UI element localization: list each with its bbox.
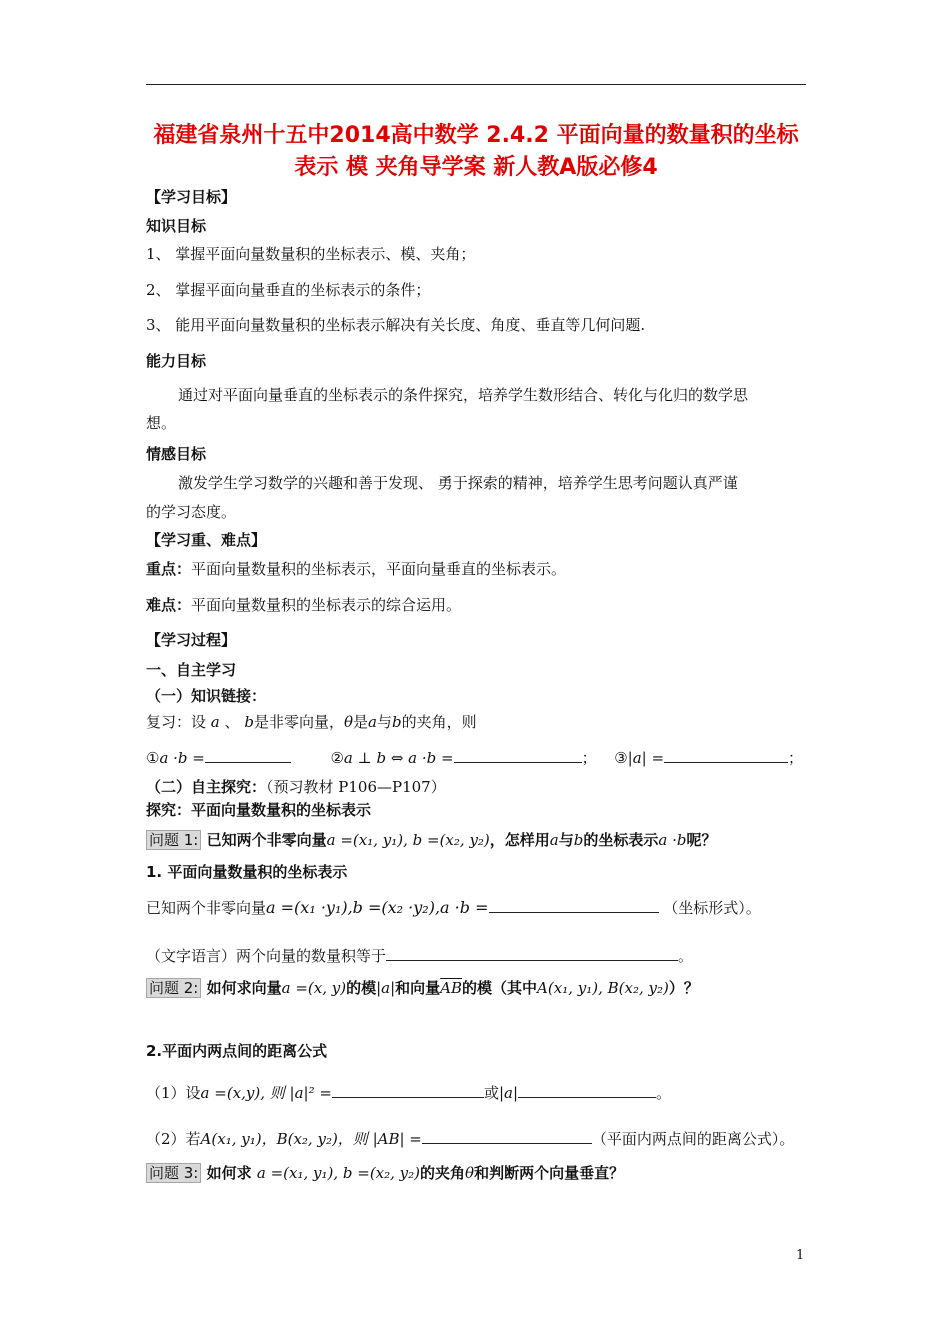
subsection-explore: （二）自主探究： [146, 778, 267, 796]
blank-distance-2[interactable] [422, 1127, 592, 1144]
difficult-text: 平面向量数量积的坐标表示的综合运用。 [191, 596, 462, 614]
question-3-expr: a =(x₁, y₁), b =(x₂, y₂) [256, 1164, 421, 1182]
document-title-line-1: 福建省泉州十五中2014高中数学 2.4.2 平面向量的数量积的坐标 [153, 123, 799, 148]
distance-1-line [146, 1081, 671, 1104]
question-2-abs: |a| [376, 979, 396, 997]
question-1-text: 已知两个非零向量 [206, 831, 327, 849]
question-2-ab: $\overline{AB}$ [440, 979, 463, 997]
magnitude-expr: |a| = [627, 749, 665, 767]
header-rule [146, 84, 806, 85]
perpendicular-expr: a ⊥ b ⇔ a ·b = [343, 749, 454, 767]
explore-heading: 探究：平面向量数量积的坐标表示 [146, 801, 372, 819]
question-1-label: 问题 1: [146, 830, 201, 850]
blank-coordinate-form[interactable] [489, 896, 659, 913]
key-point-line [146, 558, 566, 580]
question-2-points: A(x₁, y₁), B(x₂, y₂) [537, 979, 669, 997]
question-1-line [146, 829, 717, 851]
document-title-line-2: 表示 模 夹角导学案 新人教A版必修4 [294, 155, 658, 180]
objectives-heading: 【学习目标】 [146, 188, 237, 206]
question-3-end: 和判断两个向量垂直？ [474, 1164, 625, 1182]
verbal-line [146, 944, 693, 967]
review-formulas-line [146, 746, 803, 769]
question-2-mid3: 的模（其中 [462, 979, 538, 997]
distance-1-abs: |a| [498, 1084, 519, 1102]
circle-2: ② [330, 749, 344, 767]
difficult-point-line [146, 594, 461, 616]
question-2-line [146, 977, 699, 999]
knowledge-item-3: 3、 能用平面向量数量积的坐标表示解决有关长度、角度、垂直等几何问题. [146, 316, 646, 334]
ability-heading: 能力目标 [146, 352, 207, 370]
theta-symbol: θ [343, 713, 353, 731]
review-line [146, 711, 477, 733]
question-3-theta: θ [465, 1164, 475, 1182]
emotion-heading: 情感目标 [146, 445, 207, 463]
distance-2-line [146, 1127, 794, 1150]
review-separator: 、 [224, 713, 240, 731]
review-mid: 是非零向量， [253, 713, 344, 731]
known-prefix: 已知两个非零向量 [146, 899, 267, 917]
vector-b-2: b [391, 713, 402, 731]
distance-2-prefix: （2）若 [146, 1130, 201, 1148]
question-2-mid2: 和向量 [395, 979, 441, 997]
distance-1-expr: a =(x,y), 则 |a|² = [200, 1084, 332, 1102]
semicolon: ； [581, 749, 597, 767]
question-3-text: 如何求 [206, 1164, 252, 1182]
key-text: 平面向量数量积的坐标表示，平面向量垂直的坐标表示。 [191, 560, 567, 578]
verbal-end: 。 [678, 947, 694, 965]
subsection-knowledge-link: （一）知识链接： [146, 687, 267, 705]
distance-1-prefix: （1）设 [146, 1084, 201, 1102]
item-2-heading: 2.平面内两点间的距离公式 [146, 1042, 328, 1060]
review-is: 是 [352, 713, 368, 731]
blank-distance-1a[interactable] [332, 1081, 484, 1098]
question-3-mid: 的夹角 [420, 1164, 466, 1182]
blank-perpendicular[interactable] [454, 746, 582, 763]
preview-note: （预习教材 P106—P107） [266, 778, 446, 796]
question-1-and: 与 [558, 831, 574, 849]
ability-text-1: 通过对平面向量垂直的坐标表示的条件探究，培养学生数形结合、转化与化归的数学思 [178, 386, 749, 404]
ability-text-2: 想。 [146, 414, 177, 432]
knowledge-item-2: 2、 掌握平面向量垂直的坐标表示的条件； [146, 281, 431, 299]
question-1-end: 呢？ [686, 831, 717, 849]
difficult-label: 难点： [146, 596, 192, 614]
vector-a: a [210, 713, 220, 731]
blank-distance-1b[interactable] [518, 1081, 656, 1098]
vector-b: b [244, 713, 254, 731]
distance-2-suffix: （平面内两点间的距离公式）。 [591, 1130, 795, 1148]
review-prefix: 复习：设 [146, 713, 207, 731]
distance-2-expr: A(x₁, y₁)，B(x₂, y₂)，则 |AB| = [200, 1130, 422, 1148]
knowledge-heading: 知识目标 [146, 217, 207, 235]
key-label: 重点： [146, 560, 192, 578]
distance-1-end: 。 [656, 1084, 672, 1102]
review-and: 与 [376, 713, 392, 731]
verbal-prefix: （文字语言）两个向量的数量积等于 [146, 947, 387, 965]
blank-verbal[interactable] [386, 944, 678, 961]
blank-magnitude[interactable] [664, 746, 788, 763]
question-1-rest2: 的坐标表示 [583, 831, 659, 849]
review-end: 的夹角，则 [401, 713, 477, 731]
known-expr: a =(x₁ ·y₁),b =(x₂ ·y₂),a ·b = [266, 898, 489, 917]
dot-product-expr: a ·b = [159, 749, 205, 767]
emotion-text-1: 激发学生学习数学的兴趣和善于发现、 勇于探索的精神，培养学生思考问题认真严谨 [178, 474, 738, 492]
question-2-mid: 的模 [346, 979, 377, 997]
question-3-line [146, 1162, 624, 1184]
knowledge-item-1: 1、 掌握平面向量数量积的坐标表示、模、夹角； [146, 245, 476, 263]
known-line [146, 896, 761, 919]
circle-3: ③ [614, 749, 628, 767]
question-1-ab: a ·b [658, 831, 687, 849]
vector-a-2: a [368, 713, 377, 731]
distance-1-or: 或 [483, 1084, 499, 1102]
item-1-heading: 1. 平面向量数量积的坐标表示 [146, 863, 348, 881]
circle-1: ① [146, 749, 160, 767]
key-points-heading: 【学习重、难点】 [146, 531, 267, 549]
section-self-study: 一、自主学习 [146, 661, 237, 679]
subsection-explore-line [146, 776, 446, 798]
page-number: 1 [796, 1248, 805, 1263]
question-1-expr: a =(x₁, y₁), b =(x₂, y₂) [326, 831, 490, 849]
emotion-text-2: 的学习态度。 [146, 503, 237, 521]
question-2-expr: a =(x, y) [281, 979, 347, 997]
question-1-b: b [573, 831, 584, 849]
process-heading: 【学习过程】 [146, 631, 237, 649]
question-1-a: a [549, 831, 559, 849]
question-1-rest1: ，怎样用 [489, 831, 550, 849]
question-3-label: 问题 3: [146, 1163, 201, 1183]
question-2-end: ）？ [668, 979, 699, 997]
semicolon-2: ； [788, 749, 804, 767]
known-suffix: （坐标形式）。 [663, 899, 761, 917]
question-2-label: 问题 2: [146, 978, 201, 998]
question-2-text: 如何求向量 [206, 979, 282, 997]
blank-dot-product[interactable] [205, 746, 291, 763]
